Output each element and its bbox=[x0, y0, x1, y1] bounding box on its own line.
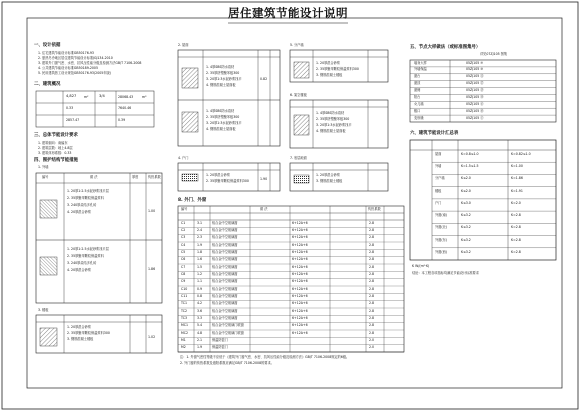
window-row-k: 2.8 bbox=[369, 242, 375, 247]
wall-subtitle: 1. 外墙 bbox=[38, 165, 49, 169]
window-row-area: 4.2 bbox=[197, 301, 203, 306]
door-subtitle: 5. 分户墙 bbox=[290, 43, 304, 47]
floor-layer: 2. 35厚聚苯颗粒保温浆料300 bbox=[67, 331, 110, 335]
nodes-row-ref: 05ZJ105 ⑰ bbox=[466, 115, 484, 120]
window-row-type: 铝合金中空玻璃窗 bbox=[212, 242, 238, 247]
wall-layer: 2. 35厚聚苯颗粒保温浆料 bbox=[67, 196, 104, 200]
roof-layer: 4. 钢筋混凝土屋面板 bbox=[206, 83, 236, 87]
ground-layer: 3. 钢筋混凝土楼板 bbox=[316, 179, 343, 183]
area-unit: m² bbox=[84, 95, 89, 99]
window-row-glass: 6+12A+6 bbox=[292, 264, 308, 269]
window-row-area: 1.6 bbox=[197, 257, 203, 262]
summary-row-limit: K≤3.0 bbox=[461, 200, 471, 205]
climate-item: 2. 建筑层数：地上4.8层 bbox=[38, 146, 73, 150]
roof-subtitle: 2. 屋面 bbox=[178, 43, 189, 47]
window-row-id: M1 bbox=[181, 337, 186, 342]
window-row-k: 2.8 bbox=[369, 293, 375, 298]
nodes-row-name: 窗顶 bbox=[414, 81, 421, 86]
window-row-type: 铝合金中空玻璃窗 bbox=[212, 235, 238, 240]
window-row-id: C5 bbox=[181, 249, 186, 254]
window-row-glass: 6+12A+6 bbox=[292, 323, 308, 328]
summary-row-limit: K=1.5≤1.5 bbox=[461, 164, 479, 169]
summary-row-name: 外窗(南) bbox=[435, 213, 448, 218]
window-row-k: 2.8 bbox=[369, 279, 375, 284]
window-row-area: 1.9 bbox=[197, 345, 203, 350]
window-row-k: 2.8 bbox=[369, 264, 375, 269]
floor-k: 1.02 bbox=[148, 335, 156, 339]
window-row-k: 2.8 bbox=[369, 220, 375, 225]
summary-row-name: 户门 bbox=[435, 200, 442, 205]
window-row-type: 铝合金中空玻璃窗 bbox=[212, 286, 238, 291]
window-row-id: C8 bbox=[181, 271, 186, 276]
summary-row-design: K=2.8 bbox=[511, 225, 521, 230]
ratio2-value: 0.39 bbox=[118, 118, 126, 122]
basis-item: 1. 住宅建筑节能设计标准GB50176-93 bbox=[38, 51, 94, 55]
nodes-row-name: 外墙保温 bbox=[414, 67, 427, 72]
nodes-row-name: 阳台 bbox=[414, 94, 421, 99]
wall-layer: 3. 240厚烧结多孔砖 bbox=[67, 261, 97, 265]
window-row-glass: 6+12A+6 bbox=[292, 257, 308, 262]
window-row-k: 2.8 bbox=[369, 235, 375, 240]
wall-layer: 3. 240厚烧结多孔砖 bbox=[67, 203, 97, 207]
summary-row-name: 外窗(西) bbox=[435, 249, 448, 254]
window-row-area: 2.3 bbox=[197, 235, 203, 240]
nodes-row-ref: 05ZJ105 ⑭ bbox=[466, 94, 484, 99]
window-row-id: TC2 bbox=[181, 308, 188, 313]
door-layer: 1. 20厚混合砂浆 bbox=[316, 61, 341, 65]
overhead-subtitle: 6. 架空楼板 bbox=[290, 93, 307, 97]
window-row-id: C11 bbox=[181, 293, 188, 298]
window-row-id: C4 bbox=[181, 242, 186, 247]
basis-item: 4. 公共建筑节能设计标准GB50189-2005 bbox=[38, 66, 98, 70]
summary-row-design: K=2.0 bbox=[511, 200, 521, 205]
summary-row-limit: K≤3.2 bbox=[461, 237, 471, 242]
window-row-glass: 6+12A+6 bbox=[292, 301, 308, 306]
window-row-type: 铝合金中空玻璃窗 bbox=[212, 271, 238, 276]
window-row-id: C7 bbox=[181, 264, 186, 269]
nodes-row-ref: 05ZJ105 ⑯ bbox=[466, 108, 484, 113]
window-row-id: M2 bbox=[181, 345, 186, 350]
basis-item: 2. 夏热冬冷地区居住建筑节能设计标准JGJ134-2010 bbox=[38, 56, 113, 60]
window-row-area: 0.9 bbox=[197, 286, 203, 291]
summary-conclusion: 结论：本工程各项指标均满足节能设计标准要求 bbox=[412, 271, 479, 275]
window-row-glass: 6+12A+6 bbox=[292, 242, 308, 247]
roof-layer: 4. 钢筋混凝土屋面板 bbox=[206, 127, 236, 131]
summary-row-design: K=2.8 bbox=[511, 249, 521, 254]
window-row-k: 2.8 bbox=[369, 271, 375, 276]
floor-layer: 3. 钢筋混凝土楼板 bbox=[67, 337, 94, 341]
nodes-row-name: 墙身大样 bbox=[414, 60, 427, 65]
nodes-row-name: 檐口 bbox=[414, 108, 421, 113]
window-row-k: 2.8 bbox=[369, 315, 375, 320]
window-row-area: 1.8 bbox=[197, 249, 203, 254]
nodes-row-ref: 05ZJ105 ⑫ bbox=[466, 81, 484, 86]
floor-layer: 1. 20厚混合砂浆 bbox=[67, 325, 92, 329]
wall-col-header: 编号 bbox=[42, 175, 49, 179]
window-row-k: 2.8 bbox=[369, 301, 375, 306]
window-row-k: 2.8 bbox=[369, 308, 375, 313]
window-k: 1.90 bbox=[260, 177, 268, 181]
roof-layer: 2. 35厚挤塑聚苯板300 bbox=[206, 71, 240, 75]
wall-layer: 4. 20厚混合砂浆 bbox=[67, 268, 92, 272]
summary-row-design: K=0.82≤1.0 bbox=[511, 152, 531, 156]
summary-heading: 六、建筑节能设计汇总表 bbox=[410, 131, 459, 136]
window-row-k: 2.8 bbox=[369, 257, 375, 262]
window-row-glass: 6+12A+6 bbox=[292, 235, 308, 240]
window-row-glass: 6+12A+6 bbox=[292, 286, 308, 291]
summary-row-name: 楼板 bbox=[435, 188, 442, 193]
height-value: 2857.47 bbox=[66, 118, 80, 122]
window-row-k: 2.8 bbox=[369, 330, 375, 335]
window-row-type: 铝合金中空玻璃窗 bbox=[212, 308, 238, 313]
floor-subtitle: 3. 楼板 bbox=[38, 308, 49, 312]
nodes-row-ref: 05ZJ105 ⑨ bbox=[466, 60, 484, 65]
window-row-id: C2 bbox=[181, 227, 186, 232]
summary-row-name: 屋面 bbox=[435, 152, 442, 156]
window-subtitle: 4. 户门 bbox=[178, 156, 189, 160]
wall-layer: 1. 20厚1:2.5水泥砂浆找平层 bbox=[67, 247, 109, 251]
door-layer: 3. 钢筋混凝土楼板 bbox=[316, 73, 343, 77]
window-row-type: 铝合金中空玻璃窗 bbox=[212, 293, 238, 298]
volume-value: 28068.43 bbox=[118, 95, 134, 99]
window-row-type: 铝合金中空玻璃窗 bbox=[212, 279, 238, 284]
window-row-id: C9 bbox=[181, 279, 186, 284]
summary-row-design: K=2.8 bbox=[511, 237, 521, 242]
window-row-area: 3.1 bbox=[197, 220, 203, 225]
window-row-area: 1.1 bbox=[197, 279, 203, 284]
ratio1-value: 0.33 bbox=[66, 106, 74, 110]
roof-layer: 1. 4厚SBS防水卷材 bbox=[206, 109, 235, 113]
wall2-k: 1.86 bbox=[148, 267, 156, 271]
window-row-type: 铝合金中空玻璃窗 bbox=[212, 264, 238, 269]
window-row-area: 0.8 bbox=[197, 293, 203, 298]
floors-value: 3/4 bbox=[99, 94, 105, 98]
summary-row-limit: K≤3.2 bbox=[461, 249, 471, 254]
roof-layer: 3. 20厚1:3水泥砂浆找平 bbox=[206, 121, 242, 125]
window-row-type: 铝合金中空玻璃门联窗 bbox=[212, 323, 244, 328]
summary-row-name: 外窗(东) bbox=[435, 237, 448, 242]
nodes-note: 详见07ZJ105 图集 bbox=[480, 52, 508, 56]
summary-row-design: K=1.00 bbox=[511, 164, 523, 169]
wall-layer: 4. 20厚混合砂浆 bbox=[67, 210, 92, 214]
window-row-type: 铝合金中空玻璃窗 bbox=[212, 301, 238, 306]
window-row-k: 2.8 bbox=[369, 249, 375, 254]
wall-col-header: 做 法 bbox=[90, 175, 98, 179]
climate-item: 1. 建筑朝向：南偏东 bbox=[38, 141, 68, 145]
summary-row-limit: K≤2.0 bbox=[461, 176, 471, 181]
climate-heading: 三、总体节能设计要求 bbox=[34, 133, 78, 138]
nodes-row-ref: 05ZJ105 ⑮ bbox=[466, 101, 484, 106]
volume-unit: m³ bbox=[142, 95, 147, 99]
summary-row-name: 外窗(北) bbox=[435, 225, 448, 230]
climate-item: 3. 建筑体形系数：0.33 bbox=[38, 151, 72, 155]
basis-item: 3. 建筑外门窗气密、水密、抗风压性能分级及检测方法GB/T 7106-2008 bbox=[38, 61, 142, 65]
window-row-glass: 6+12A+6 bbox=[292, 220, 308, 225]
area-value: 4,827 bbox=[66, 94, 77, 98]
door-layer: 2. 35厚聚苯颗粒保温浆料300 bbox=[206, 179, 249, 183]
window-row-area: 2.4 bbox=[197, 227, 203, 232]
window-row-area: 3.6 bbox=[197, 308, 203, 313]
window-row-id: TC1 bbox=[181, 301, 188, 306]
window-row-glass: 6+12A+6 bbox=[292, 330, 308, 335]
nodes-row-name: 女儿墙 bbox=[414, 101, 424, 106]
nodes-row-ref: 05ZJ105 ⑩ bbox=[466, 67, 484, 72]
wall-k: 1.00 bbox=[148, 209, 156, 213]
walls-heading: 四、围护结构节能措施 bbox=[34, 158, 78, 163]
nodes-row-name: 窗台 bbox=[414, 74, 421, 79]
overhead-layer: 2. 35厚挤塑聚苯板300 bbox=[316, 117, 350, 121]
window-row-id: TC3 bbox=[181, 315, 188, 320]
window-col-header: 编号 bbox=[181, 207, 188, 211]
window-row-area: 2.1 bbox=[197, 337, 203, 342]
summary-row-design: K=2.8 bbox=[511, 213, 521, 218]
window-row-k: 2.8 bbox=[369, 323, 375, 328]
window-col-header: 传热系数 bbox=[368, 207, 381, 211]
window-row-type: 铝合金中空玻璃窗 bbox=[212, 257, 238, 262]
window-row-id: MC2 bbox=[181, 330, 189, 335]
door-layer: 1. 20厚混合砂浆 bbox=[206, 173, 231, 177]
window-row-type: 铝合金中空玻璃窗 bbox=[212, 249, 238, 254]
note-line: 2. 外门窗的传热系数及遮阳系数应满足GB/T 7106-2008的要求。 bbox=[180, 361, 274, 365]
window-row-k: 2.8 bbox=[369, 286, 375, 291]
nodes-heading: 五、节点大样做法（或标准图集号） bbox=[410, 45, 481, 50]
window-row-area: 1.9 bbox=[197, 242, 203, 247]
window-row-area: 1.5 bbox=[197, 264, 203, 269]
window-row-area: 3.3 bbox=[197, 315, 203, 320]
window-row-type: 铝合金中空玻璃窗 bbox=[212, 227, 238, 232]
roof-k: 0.82 bbox=[260, 77, 268, 81]
window-row-area: 4.8 bbox=[197, 330, 203, 335]
roof-layer: 1. 4厚SBS防水卷材 bbox=[206, 65, 235, 69]
summary-row-name: 分户墙 bbox=[435, 176, 445, 181]
window-row-glass: 6+12A+6 bbox=[292, 279, 308, 284]
basis-item: 5. 民用建筑热工设计规范GB50176-93(2005年版) bbox=[38, 71, 111, 75]
nodes-row-ref: 05ZJ105 ⑬ bbox=[466, 88, 484, 93]
window-row-area: 1.2 bbox=[197, 271, 203, 276]
window-row-glass: 6+12A+6 bbox=[292, 315, 308, 320]
wall-layer: 2. 35厚聚苯颗粒保温浆料 bbox=[67, 254, 104, 258]
summary-row-limit: K≤3.2 bbox=[461, 213, 471, 218]
window-row-area: 5.4 bbox=[197, 323, 203, 328]
window-row-id: C6 bbox=[181, 257, 186, 262]
note-line: 注：1. 外窗气密性等级不应低于《建筑外门窗气密、水密、抗风压性能分级及检测方法》GB/T 7106-2008规定的6级。 bbox=[180, 355, 350, 359]
window-row-k: 2.8 bbox=[369, 227, 375, 232]
window-row-type: 保温防盗门 bbox=[212, 345, 228, 350]
overhead-layer: 3. 20厚1:3水泥砂浆找平 bbox=[316, 123, 352, 127]
nodes-row-name: 变形缝 bbox=[414, 115, 424, 120]
window-col-header: 做 法 bbox=[260, 207, 268, 211]
roof-layer: 3. 20厚1:3水泥砂浆找平 bbox=[206, 77, 242, 81]
overhead-layer: 4. 钢筋混凝土屋面板 bbox=[316, 129, 346, 133]
table8-title: 8. 外门、外窗 bbox=[178, 198, 207, 203]
window-row-glass: 6+12A+6 bbox=[292, 271, 308, 276]
window-row-id: C3 bbox=[181, 235, 186, 240]
door-layer: 2. 35厚聚苯颗粒保温浆料300 bbox=[316, 67, 359, 71]
roof-layer: 2. 35厚挤塑聚苯板300 bbox=[206, 115, 240, 119]
summary-row-design: K=1.91 bbox=[511, 188, 523, 193]
window-row-type: 铝合金中空玻璃窗 bbox=[212, 220, 238, 225]
nodes-row-ref: 05ZJ105 ⑪ bbox=[466, 74, 484, 79]
window-row-glass: 6+12A+6 bbox=[292, 293, 308, 298]
summary-row-limit: K≤2.0 bbox=[461, 188, 471, 193]
window-row-id: MC1 bbox=[181, 323, 189, 328]
summary-row-limit: K=0.8≤1.0 bbox=[461, 152, 479, 156]
ground-subtitle: 7. 底层地面 bbox=[290, 156, 307, 160]
summary-row-name: 外墙 bbox=[435, 164, 442, 169]
document-title: 居住建筑节能设计说明 bbox=[228, 6, 348, 20]
overview-heading: 二、建筑概况 bbox=[34, 82, 61, 87]
summary-row-limit: K≤3.2 bbox=[461, 225, 471, 230]
window-row-k: 2.0 bbox=[369, 337, 375, 342]
window-row-glass: 6+12A+6 bbox=[292, 249, 308, 254]
window-row-glass: 6+12A+6 bbox=[292, 227, 308, 232]
summary-row-design: K=1.86 bbox=[511, 176, 523, 181]
basis-heading: 一、设计依据 bbox=[34, 43, 61, 48]
nodes-row-name: 窗侧 bbox=[414, 88, 421, 93]
summary-footer: K W/(m²·K) bbox=[412, 264, 430, 268]
wall-col-header: 传热系数 bbox=[148, 175, 161, 179]
surface-value: 7640.46 bbox=[118, 106, 132, 110]
window-row-type: 铝合金中空玻璃门联窗 bbox=[212, 330, 244, 335]
window-row-type: 保温防盗门 bbox=[212, 337, 228, 342]
window-row-id: C10 bbox=[181, 286, 188, 291]
window-row-type: 铝合金中空玻璃窗 bbox=[212, 315, 238, 320]
window-row-k: 2.0 bbox=[369, 345, 375, 350]
ground-layer: 1. 20厚混合砂浆 bbox=[316, 173, 341, 177]
window-row-glass: 6+12A+6 bbox=[292, 308, 308, 313]
window-row-id: C1 bbox=[181, 220, 186, 225]
wall-layer: 1. 20厚1:2.5水泥砂浆找平层 bbox=[67, 189, 109, 193]
wall-col-header: 厚度 bbox=[132, 175, 139, 179]
overhead-layer: 1. 4厚SBS防水卷材 bbox=[316, 111, 345, 115]
